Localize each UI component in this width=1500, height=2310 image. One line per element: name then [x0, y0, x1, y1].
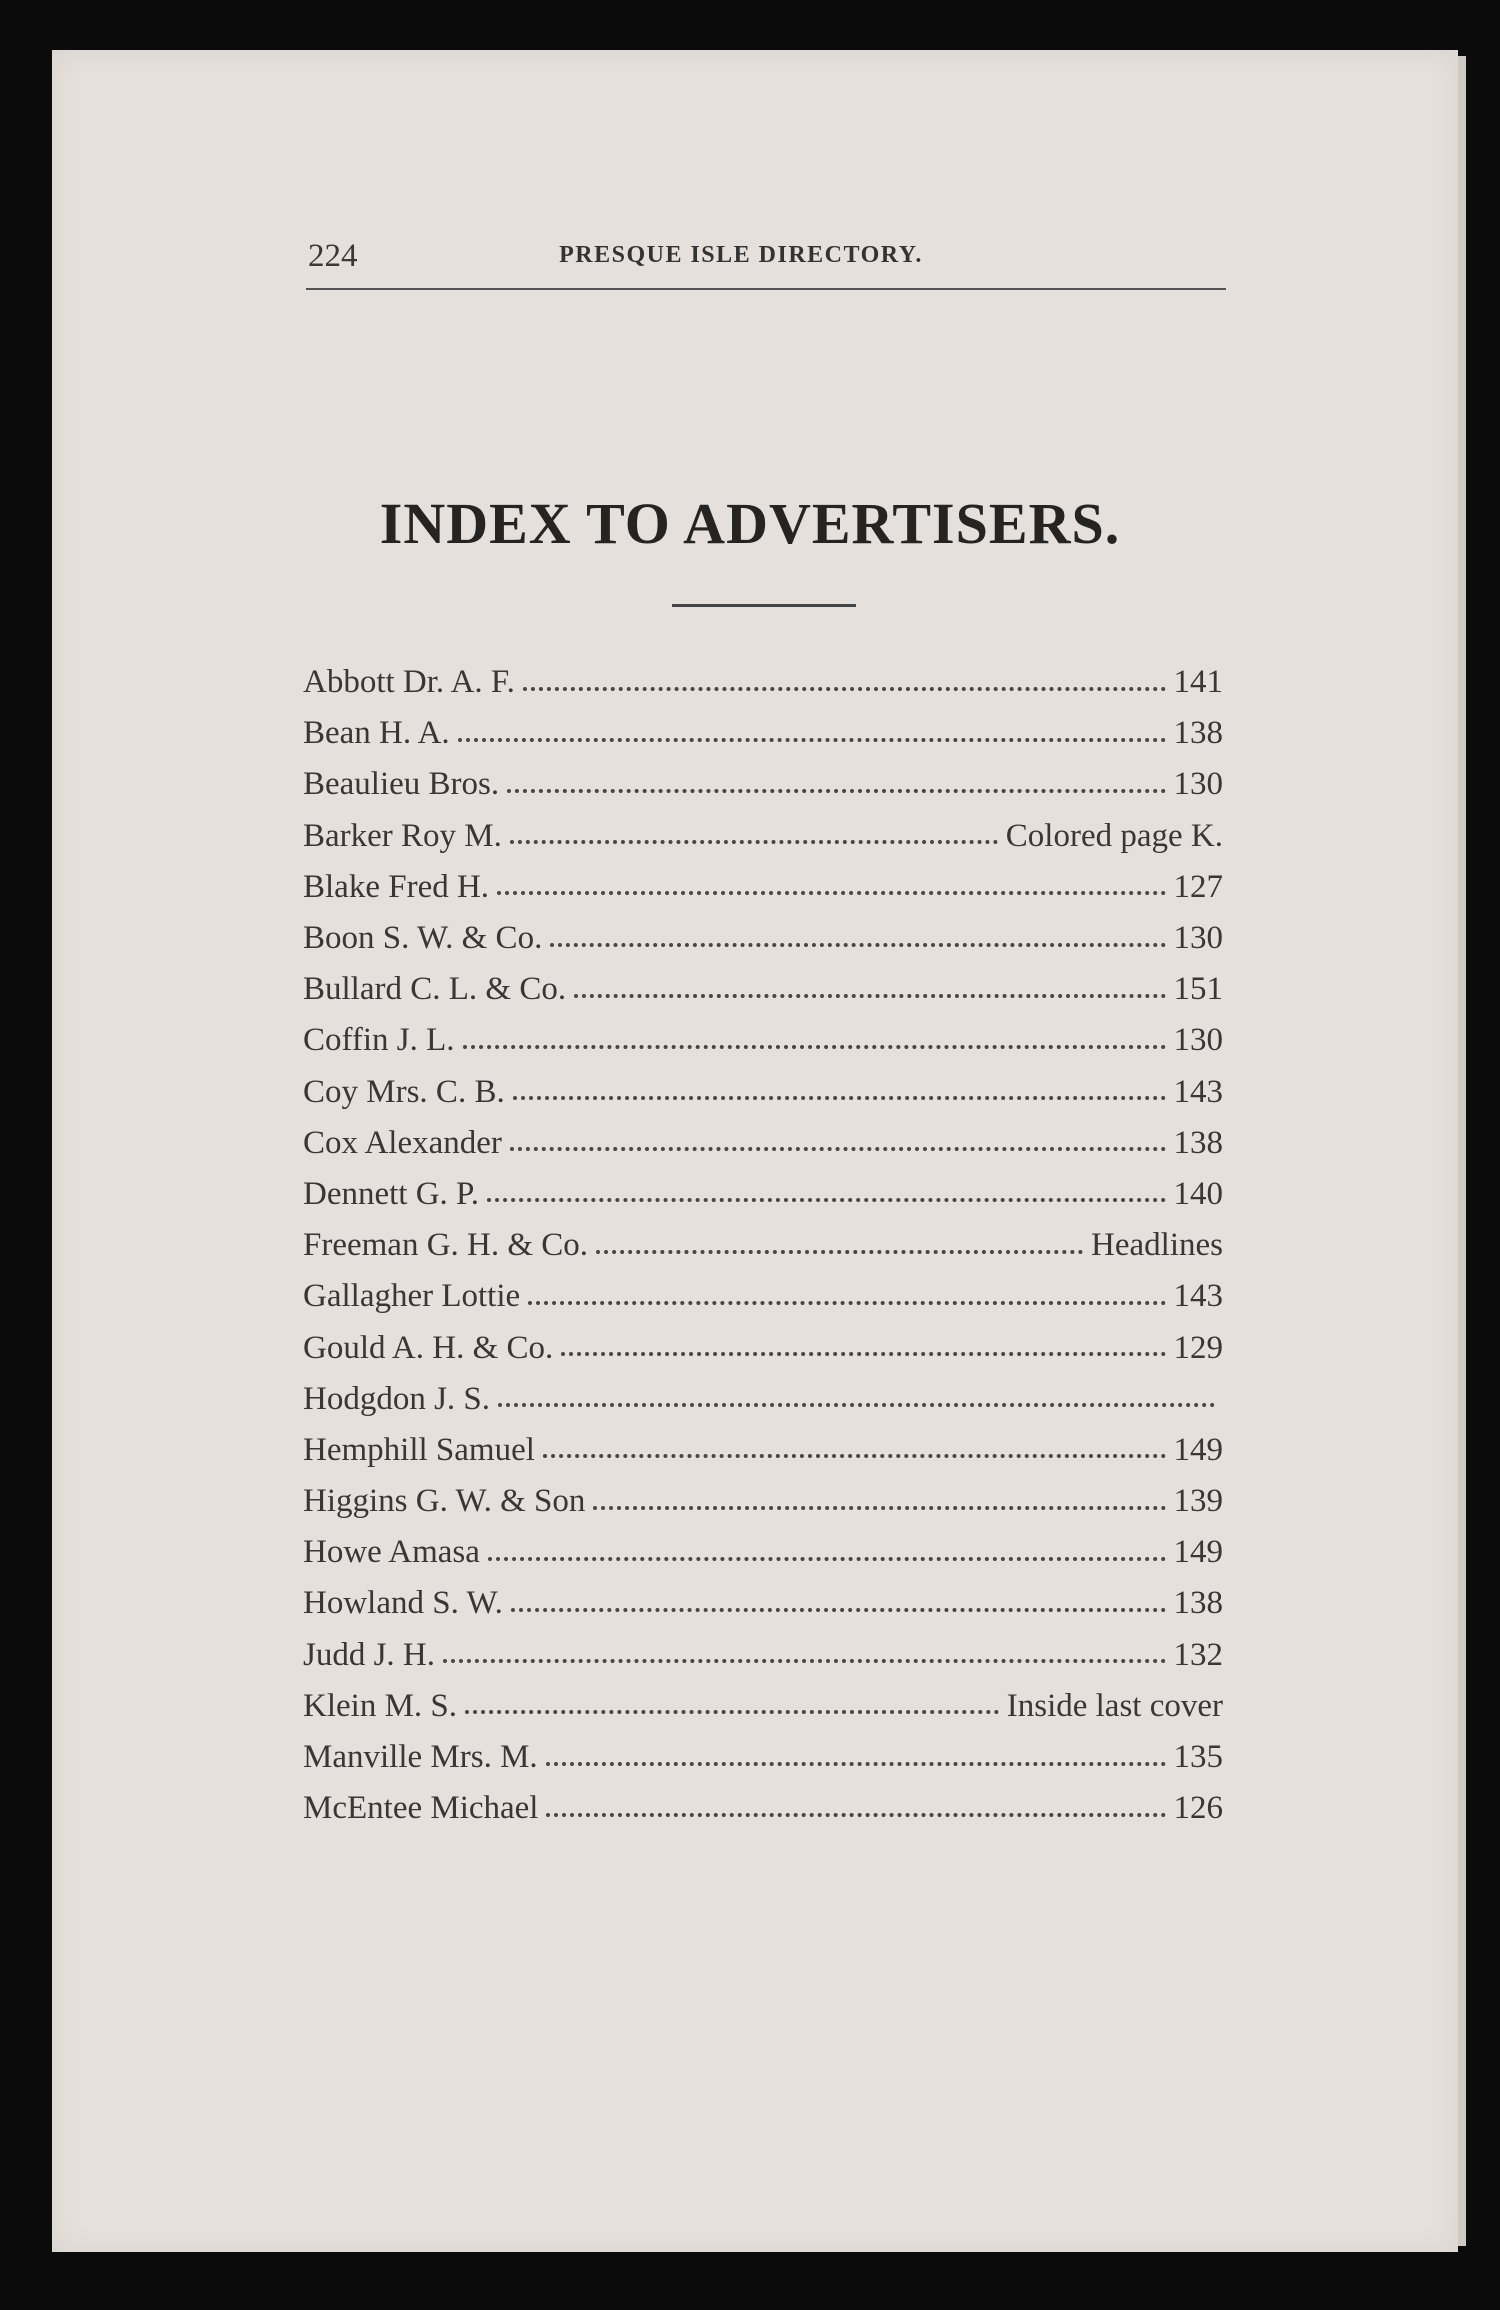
page-reference: 138 — [1173, 715, 1223, 752]
advertiser-name: Beaulieu Bros. — [303, 766, 500, 803]
dot-leader — [513, 1096, 1166, 1100]
index-entry — [303, 1681, 1223, 1732]
page-reference: 135 — [1173, 1739, 1223, 1776]
dot-leader — [574, 994, 1165, 998]
page-reference: 129 — [1173, 1329, 1223, 1366]
advertiser-name: Freeman G. H. & Co. — [303, 1227, 589, 1264]
index-entry — [303, 1220, 1223, 1271]
advertiser-name: Manville Mrs. M. — [303, 1739, 538, 1776]
dot-leader — [487, 1198, 1166, 1202]
page-reference: 132 — [1173, 1636, 1223, 1673]
page-number: 224 — [308, 238, 358, 274]
index-entry — [303, 1322, 1223, 1373]
page-reference: 149 — [1173, 1534, 1223, 1571]
advertiser-name: Klein M. S. — [303, 1687, 458, 1724]
advertiser-name: McEntee Michael — [303, 1790, 539, 1827]
page-reference: 151 — [1173, 971, 1223, 1008]
advertiser-name: Boon S. W. & Co. — [303, 920, 543, 957]
page-reference: 127 — [1173, 868, 1223, 905]
advertiser-name: Higgins G. W. & Son — [303, 1483, 586, 1520]
advertiser-name: Gould A. H. & Co. — [303, 1329, 554, 1366]
index-title: INDEX TO ADVERTISERS. — [379, 491, 1121, 556]
page-reference: Inside last cover — [1006, 1687, 1223, 1724]
header-rule — [306, 288, 1226, 290]
index-entry — [303, 1374, 1223, 1425]
index-entry — [303, 1118, 1223, 1169]
index-entry — [303, 1527, 1223, 1578]
dot-leader — [510, 840, 998, 844]
advertiser-name: Hemphill Samuel — [303, 1431, 535, 1468]
index-entry — [303, 1732, 1223, 1783]
page-reference: Colored page K. — [1005, 817, 1223, 854]
advertiser-name: Dennett G. P. — [303, 1175, 479, 1212]
dot-leader — [561, 1352, 1165, 1356]
dot-leader — [443, 1659, 1165, 1663]
dot-leader — [593, 1506, 1165, 1510]
advertiser-name: Blake Fred H. — [303, 868, 490, 905]
index-entry — [303, 1476, 1223, 1527]
dot-leader — [465, 1710, 999, 1714]
index-entry — [303, 1015, 1223, 1066]
index-entry — [303, 811, 1223, 862]
page-reference: Headlines — [1091, 1227, 1223, 1264]
dot-leader — [528, 1301, 1165, 1305]
index-entry — [303, 862, 1223, 913]
index-entry — [303, 1169, 1223, 1220]
index-entry — [303, 708, 1223, 759]
advertiser-name: Gallagher Lottie — [303, 1278, 521, 1315]
index-entry — [303, 964, 1223, 1015]
dot-leader — [458, 738, 1166, 742]
page-reference: 140 — [1173, 1175, 1223, 1212]
page-reference: 143 — [1173, 1278, 1223, 1315]
dot-leader — [498, 1403, 1215, 1407]
page-reference: 126 — [1173, 1790, 1223, 1827]
index-entry — [303, 759, 1223, 810]
page-header — [256, 238, 1226, 288]
dot-leader — [543, 1454, 1166, 1458]
index-entry — [303, 1578, 1223, 1629]
advertiser-name: Barker Roy M. — [303, 817, 502, 854]
advertiser-name: Howe Amasa — [303, 1534, 480, 1571]
index-entry — [303, 657, 1223, 708]
index-entry — [303, 1067, 1223, 1118]
dot-leader — [507, 789, 1165, 793]
advertiser-name: Bean H. A. — [303, 715, 450, 752]
page-reference: 130 — [1173, 1022, 1223, 1059]
dot-leader — [511, 1608, 1166, 1612]
advertiser-name: Coy Mrs. C. B. — [303, 1073, 505, 1110]
index-entry — [303, 913, 1223, 964]
advertiser-name: Judd J. H. — [303, 1636, 436, 1673]
dot-leader — [550, 943, 1165, 947]
page-reference: 138 — [1173, 1585, 1223, 1622]
dot-leader — [510, 1147, 1166, 1151]
index-entry — [303, 1271, 1223, 1322]
advertiser-name: Bullard C. L. & Co. — [303, 971, 567, 1008]
page-reference: 143 — [1173, 1073, 1223, 1110]
dot-leader — [497, 891, 1165, 895]
dot-leader — [596, 1250, 1083, 1254]
advertiser-name: Hodgdon J. S. — [303, 1380, 491, 1417]
page-reference: 130 — [1173, 766, 1223, 803]
index-entry — [303, 1630, 1223, 1681]
advertiser-name: Cox Alexander — [303, 1124, 502, 1161]
advertiser-name: Coffin J. L. — [303, 1022, 455, 1059]
advertiser-index-list — [303, 657, 1223, 1834]
dot-leader — [546, 1762, 1166, 1766]
index-entry — [303, 1783, 1223, 1834]
advertiser-name: Howland S. W. — [303, 1585, 503, 1622]
dot-leader — [463, 1045, 1166, 1049]
title-rule — [672, 604, 856, 607]
page-reference: 130 — [1173, 920, 1223, 957]
dot-leader — [488, 1557, 1166, 1561]
running-title: PRESQUE ISLE DIRECTORY. — [559, 242, 923, 268]
advertiser-name: Abbott Dr. A. F. — [303, 664, 515, 701]
page-edge — [1458, 56, 1466, 2246]
dot-leader — [523, 687, 1166, 691]
dot-leader — [546, 1813, 1165, 1817]
page-reference: 139 — [1173, 1483, 1223, 1520]
page-reference: 141 — [1173, 664, 1223, 701]
index-entry — [303, 1425, 1223, 1476]
page-reference: 149 — [1173, 1431, 1223, 1468]
page-reference: 138 — [1173, 1124, 1223, 1161]
